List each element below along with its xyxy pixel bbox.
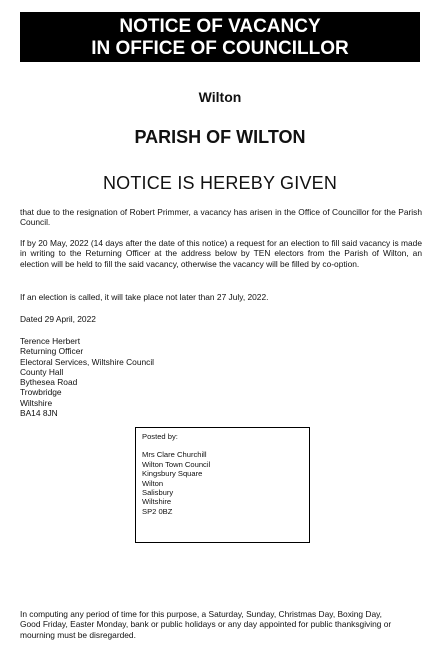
dated-paragraph: Dated 29 April, 2022	[20, 314, 96, 324]
address-line: Returning Officer	[20, 346, 84, 357]
posted-by-box	[135, 427, 310, 543]
notice-heading: NOTICE IS HEREBY GIVEN	[102, 173, 338, 193]
address-line: Wiltshire	[20, 397, 53, 408]
address-line: Bythesea Road	[20, 377, 78, 388]
posted-by-line: Salisbury	[142, 488, 174, 498]
posted-by-line: Wiltshire	[142, 497, 172, 507]
posted-by-line: Wilton Town Council	[142, 459, 211, 469]
posted-by-address	[142, 450, 303, 516]
election-date-paragraph: If an election is called, it will take place not later than 27 July, 2022.	[20, 292, 269, 302]
posted-by-label: Posted by:	[142, 432, 178, 441]
address-line: BA14 8JN	[20, 408, 58, 419]
posted-by-line: Mrs Clare Churchill	[142, 450, 207, 460]
request-paragraph: If by 20 May, 2022 (14 days after the date of this notice) a request for an election to fill said vacancy is made in writing to the Returning Officer at the address below by TEN electors from the Parish of Wilton, an election will be held to fill the said vacancy, otherwise the vacancy will be filled by co-option.	[20, 238, 422, 269]
posted-by-line: Wilton	[142, 478, 164, 488]
address-line: Electoral Services, Wiltshire Council	[20, 356, 155, 367]
computing-period-footnote: In computing any period of time for this purpose, a Saturday, Sunday, Christmas Day, Boxing Day, Good Friday, Easter Monday, bank or public holidays or any day appointed for public thanksgiving or mourning must be disregarded.	[20, 609, 392, 640]
address-line: Terence Herbert	[20, 336, 81, 346]
banner-title-line-2: IN OFFICE OF COUNCILLOR	[91, 38, 349, 59]
parish-title: PARISH OF WILTON	[134, 127, 306, 147]
address-line: Trowbridge	[20, 387, 62, 398]
notice-banner	[20, 12, 420, 62]
returning-officer-address	[20, 336, 154, 418]
posted-by-line: Kingsbury Square	[142, 469, 203, 479]
banner-title-line-1: NOTICE OF VACANCY	[119, 16, 321, 37]
posted-by-line: SP2 0BZ	[142, 506, 173, 516]
resignation-paragraph: that due to the resignation of Robert Primmer, a vacancy has arisen in the Office of Councillor for the Parish Council.	[20, 207, 422, 228]
address-line: County Hall	[20, 366, 64, 377]
council-name: Wilton	[198, 89, 242, 105]
